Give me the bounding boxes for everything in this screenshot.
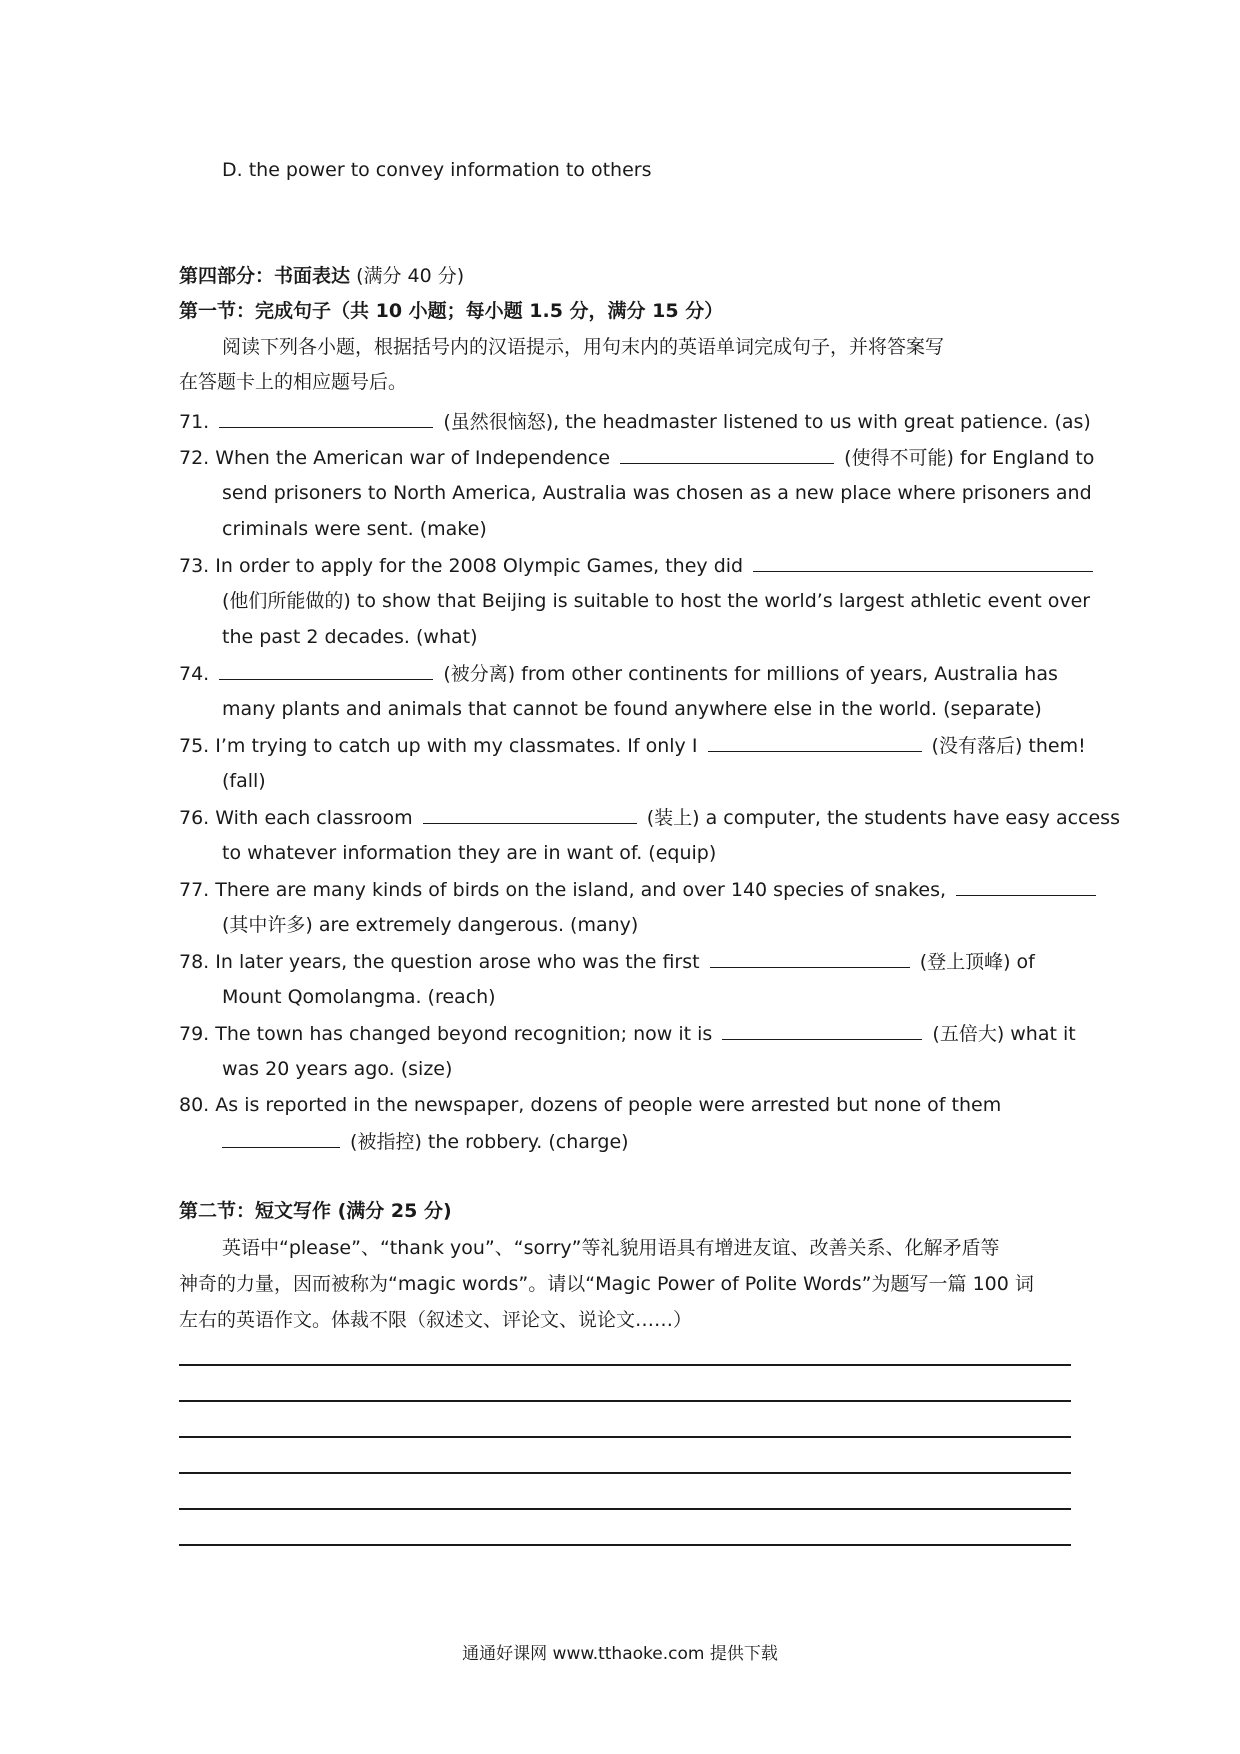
answer-blank-71[interactable] xyxy=(219,409,433,428)
question-73-line2: (他们所能做的) to show that Beijing is suitable to host the world’s largest athletic event over xyxy=(222,590,1091,612)
answer-blank-80[interactable] xyxy=(222,1129,340,1148)
question-72-line2: send prisoners to North America, Australia was chosen as a new place where prisoners and xyxy=(222,482,1092,504)
question-73-line3: the past 2 decades. (what) xyxy=(222,626,478,648)
question-text: As is reported in the newspaper, dozens of people were arrested but none of them xyxy=(215,1094,1002,1116)
section2-line3: 左右的英语作文。体裁不限（叙述文、评论文、说论文……） xyxy=(179,1309,693,1331)
page-footer: 通通好课网 www.tthaoke.com 提供下载 xyxy=(462,1644,778,1664)
option-d: D. the power to convey information to others xyxy=(222,159,652,181)
answer-blank-78[interactable] xyxy=(710,949,910,968)
question-78-line2: Mount Qomolangma. (reach) xyxy=(222,986,496,1008)
part4-heading xyxy=(179,264,464,288)
question-number: 78. xyxy=(179,951,210,973)
answer-blank-77[interactable] xyxy=(956,877,1096,896)
question-text: When the American war of Independence xyxy=(215,447,611,469)
answer-blank-75[interactable] xyxy=(708,733,922,752)
question-number: 79. xyxy=(179,1023,210,1045)
question-72-line3: criminals were sent. (make) xyxy=(222,518,487,540)
question-number: 71. xyxy=(179,411,210,433)
section2-line1: 英语中“please”、“thank you”、“sorry”等礼貌用语具有增进友谊、改善关系、化解矛盾等 xyxy=(222,1237,1000,1259)
question-text: (登上顶峰) of xyxy=(919,951,1035,973)
question-77 xyxy=(179,877,1100,902)
writing-line[interactable] xyxy=(179,1544,1071,1546)
answer-blank-79[interactable] xyxy=(722,1021,922,1040)
question-text: (装上) a computer, the students have easy access xyxy=(646,807,1120,829)
section2-title: 第二节：短文写作 (满分 25 分) xyxy=(179,1200,452,1222)
question-text: (没有落后) them! xyxy=(931,735,1086,757)
question-number: 76. xyxy=(179,807,210,829)
question-text: I’m trying to catch up with my classmates. If only I xyxy=(215,735,698,757)
question-number: 80. xyxy=(179,1094,210,1116)
question-75-line2: (fall) xyxy=(222,770,266,792)
answer-blank-74[interactable] xyxy=(219,661,433,680)
question-74-line2: many plants and animals that cannot be found anywhere else in the world. (separate) xyxy=(222,698,1042,720)
section2-line2: 神奇的力量，因而被称为“magic words”。请以“Magic Power of Polite Words”为题写一篇 100 词 xyxy=(179,1273,1034,1295)
question-text: (五倍大) what it xyxy=(932,1023,1076,1045)
question-text: The town has changed beyond recognition; now it is xyxy=(215,1023,713,1045)
question-number: 77. xyxy=(179,879,210,901)
question-number: 73. xyxy=(179,555,210,577)
writing-line[interactable] xyxy=(179,1508,1071,1510)
question-80-line2-wrap xyxy=(222,1129,629,1154)
answer-blank-76[interactable] xyxy=(423,805,637,824)
answer-blank-73[interactable] xyxy=(753,553,1093,572)
question-73 xyxy=(179,553,1097,578)
question-number: 72. xyxy=(179,447,210,469)
section1-title: 第一节：完成句子（共 10 小题；每小题 1.5 分，满分 15 分） xyxy=(179,300,724,322)
question-75 xyxy=(179,733,1086,758)
question-76-line2: to whatever information they are in want of. (equip) xyxy=(222,842,717,864)
question-text: (虽然很恼怒), the headmaster listened to us with great patience. (as) xyxy=(443,411,1091,433)
question-text: (使得不可能) for England to xyxy=(844,447,1095,469)
question-77-line2: (其中许多) are extremely dangerous. (many) xyxy=(222,914,639,936)
question-71 xyxy=(179,409,1091,434)
question-text: With each classroom xyxy=(215,807,413,829)
section1-instruction-line2: 在答题卡上的相应题号后。 xyxy=(179,371,408,393)
writing-line[interactable] xyxy=(179,1364,1071,1366)
question-80 xyxy=(179,1093,1001,1117)
question-76 xyxy=(179,805,1120,830)
question-72 xyxy=(179,445,1094,470)
writing-line[interactable] xyxy=(179,1472,1071,1474)
answer-blank-72[interactable] xyxy=(620,445,834,464)
question-79-line2: was 20 years ago. (size) xyxy=(222,1058,453,1080)
writing-line[interactable] xyxy=(179,1400,1071,1402)
part4-title: 第四部分：书面表达 xyxy=(179,265,351,287)
question-text: There are many kinds of birds on the island, and over 140 species of snakes, xyxy=(215,879,947,901)
question-74 xyxy=(179,661,1058,686)
question-number: 74. xyxy=(179,663,210,685)
question-text: (被分离) from other continents for millions of years, Australia has xyxy=(443,663,1058,685)
question-78 xyxy=(179,949,1035,974)
question-text: In later years, the question arose who was the first xyxy=(215,951,700,973)
section1-instruction-line1: 阅读下列各小题，根据括号内的汉语提示，用句末内的英语单词完成句子，并将答案写 xyxy=(222,336,945,358)
question-number: 75. xyxy=(179,735,210,757)
writing-line[interactable] xyxy=(179,1436,1071,1438)
question-text: (被指控) the robbery. (charge) xyxy=(350,1131,629,1153)
question-79 xyxy=(179,1021,1076,1046)
part4-score: (满分 40 分) xyxy=(356,265,465,287)
question-text: In order to apply for the 2008 Olympic Games, they did xyxy=(215,555,744,577)
